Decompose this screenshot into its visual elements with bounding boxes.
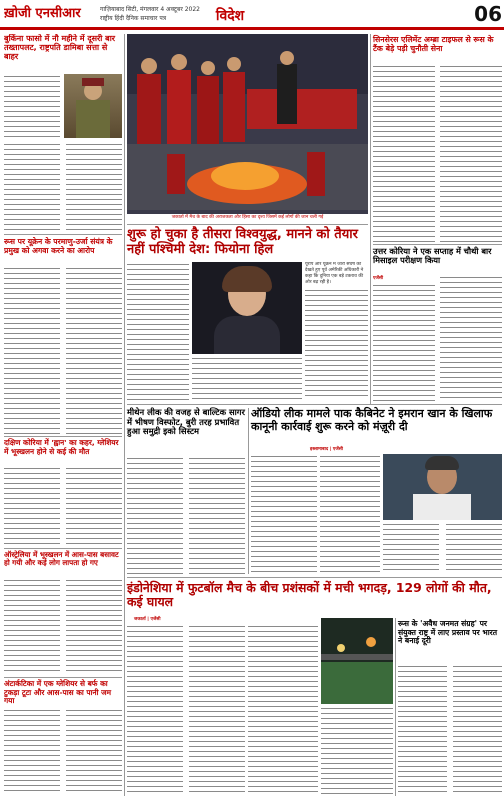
indonesia-text-2 — [248, 624, 318, 796]
imran-text-col-2 — [320, 454, 380, 574]
left-headline-5: अंटार्कटिका में एक ग्लेशियर से बर्फ का टुकड़ा टूटा और आस-पास का पानी जम गया — [4, 679, 112, 706]
dateline-text: गाज़ियाबाद सिटी, मंगलवार 4 अक्टूबर 2022 — [100, 6, 200, 13]
soldier-photo — [64, 74, 122, 138]
right-text-block-1 — [373, 64, 502, 242]
left-text-block-1a — [4, 74, 60, 138]
lead-headline: शुरू हो चुका है तीसरा विश्वयुद्ध, मानने को तैयार नहीं पश्चिमी देश: फियोना हिल — [127, 227, 358, 257]
top-photo — [127, 34, 368, 222]
stadium-chaos-photo — [127, 34, 368, 222]
stadium-field-graphic — [321, 618, 393, 704]
newspaper-logo: ख़ोजी एनसीआर — [4, 6, 81, 21]
un-referendum-headline: रूस के 'अवैध जनमत संग्रह' पर संयुक्त राष्ट्र में लाए प्रस्ताव पर भारत ने बनाई दूरी — [398, 619, 498, 646]
right-headline-1: सिनसेरस एलिमेंट अम्ब्रा टाइफल से रूस के टैंक बेड़े पड़ी चुनौती सेना — [373, 35, 494, 53]
lead-text-col-2 — [192, 356, 302, 400]
imran-text-col-3 — [383, 522, 502, 574]
left-headline-1: बुर्किना फासो में नौ महीने में दूसरी बार तख्तापलट, राष्ट्रपति डामिबा सत्ता से बाहर — [4, 34, 116, 62]
left-text-block-4 — [4, 578, 122, 674]
indonesia-text-3 — [321, 706, 393, 796]
left-text-block-1b — [4, 142, 122, 232]
left-text-block-3 — [4, 466, 122, 546]
imran-khan-photo — [383, 454, 502, 520]
left-text-block-5 — [4, 708, 122, 794]
baltic-headline: मीथेन लीक की वजह से बाल्टिक सागर में भीषण विस्फोट, बुरी तरह प्रभावित हुआ समुद्री इको सिस्टम — [127, 407, 245, 437]
photo-caption: जकार्ता में मैच के बाद की अराजकता और हिंसा का दृश्य जिसमें कई लोगों की जान चली गई — [127, 214, 368, 222]
imran-khan-headline: ऑडियो लीक मामले पाक कैबिनेट ने इमरान खान के खिलाफ कानूनी कार्रवाई शुरू करने को मंज़ूरी दी — [251, 407, 493, 433]
subline-text: राष्ट्रीय हिंदी दैनिक समाचार पत्र — [100, 15, 167, 22]
right-headline-2: उत्तर कोरिया ने एक सप्ताह में चौथी बार मिसाइल परीक्षण किया — [373, 246, 492, 266]
page-number: 06 — [474, 2, 502, 26]
indonesia-text-1 — [127, 624, 245, 796]
lead-body: यूरोप और यूक्रेन में जारी संघर्ष को देखते हुए पूर्व अमेरिकी अधिकारी ने कहा कि दुनिया एक बड़े टकराव की ओर बढ़ रही है। — [305, 262, 364, 285]
lead-text-col-3 — [305, 262, 368, 400]
left-headline-4: ऑस्ट्रेलिया में भूस्खलन में आस-पास बसावट हो गयी और कई लोग लापता हो गए — [4, 550, 119, 568]
right-text-block-2 — [373, 275, 502, 401]
indonesia-headline: इंडोनेशिया में फुटबॉल मैच के बीच प्रशंसकों में मची भगदड़, 129 लोगों की मौत, कई घायल — [127, 580, 492, 610]
left-text-block-2 — [4, 266, 122, 434]
football-stadium-photo — [321, 618, 393, 704]
baltic-text — [127, 456, 245, 574]
section-title: विदेश — [215, 8, 245, 24]
imran-byline: इस्लामाबाद | एजेंसी — [310, 447, 343, 452]
indonesia-byline: जकार्ता | एजेंसी — [134, 617, 161, 622]
imran-text-col-1 — [251, 454, 317, 574]
lead-text-col-1 — [127, 262, 189, 400]
un-text — [398, 664, 502, 796]
right-byline: एजेंसी — [373, 276, 384, 281]
left-column — [4, 34, 122, 796]
fiona-hill-photo — [192, 262, 302, 354]
left-headline-2: रूस पर यूक्रेन के परमाणु-उर्जा संयंत्र के प्रमुख को अगवा करने का आरोप — [4, 237, 113, 255]
left-headline-3: दक्षिण कोरिया में 'ह्वान' का कहर, ग्लेशियर में भूस्खलन होने से कई की मौत — [4, 438, 119, 456]
